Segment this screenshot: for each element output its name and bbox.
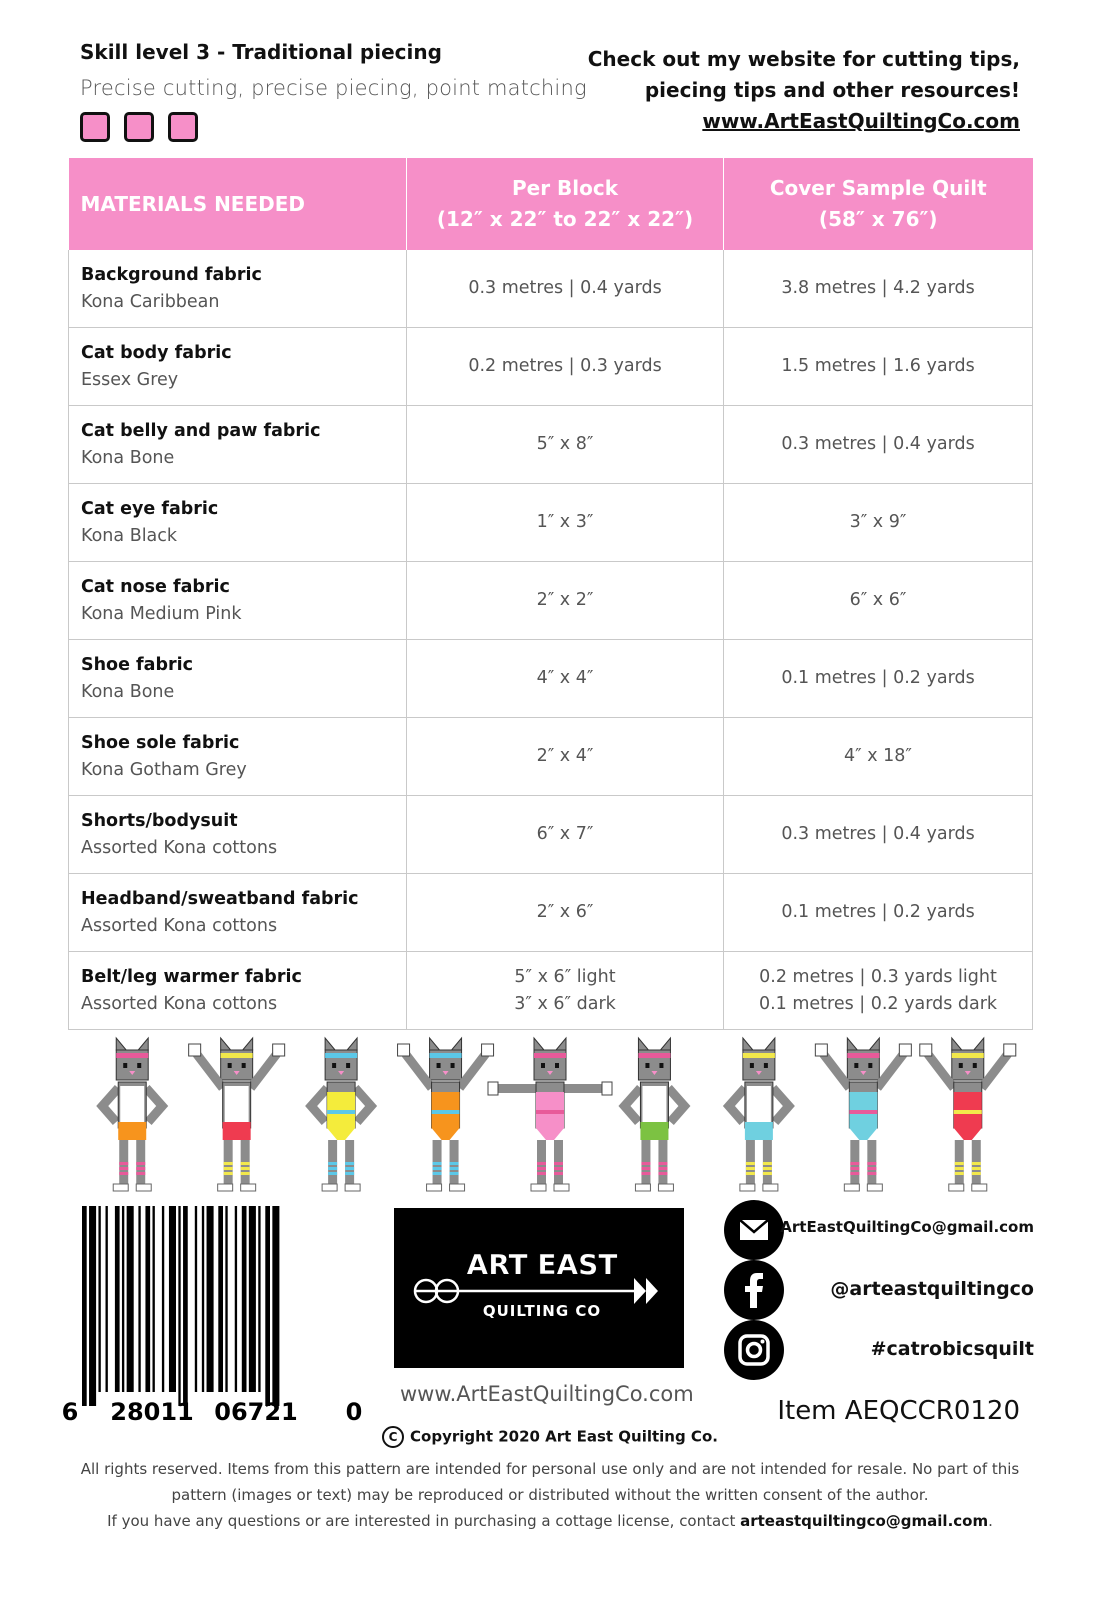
barcode-bar — [153, 1206, 155, 1392]
table-row — [69, 328, 1033, 406]
rights-line-2: pattern (images or text) may be reproduced or distributed without the written consent of the author. — [171, 1486, 929, 1504]
barcode-bar — [127, 1206, 134, 1392]
barcode-bar — [202, 1206, 204, 1392]
contact-block — [724, 1200, 1044, 1390]
per-block-value: 2″ x 2″ — [536, 590, 594, 610]
barcode-bar — [235, 1206, 237, 1392]
per-block-value: 5″ x 6″ light — [514, 966, 616, 987]
material-cell — [69, 250, 407, 328]
material-fabric: Assorted Kona cottons — [81, 837, 278, 858]
cover-quilt-value: 0.3 metres | 0.4 yards — [781, 434, 975, 454]
material-fabric: Kona Bone — [81, 681, 175, 702]
table-row — [69, 874, 1033, 952]
material-cell — [69, 328, 407, 406]
material-name: Cat nose fabric — [81, 576, 230, 597]
cat-headband — [221, 1053, 253, 1058]
cat-figure — [398, 1038, 494, 1191]
material-name: Cat body fabric — [81, 342, 232, 363]
per-block-cell — [407, 718, 724, 796]
skill-square — [124, 112, 154, 142]
cover-quilt-cell — [724, 250, 1033, 328]
barcode-bar — [138, 1206, 140, 1392]
per-block-value: 0.3 metres | 0.4 yards — [468, 278, 662, 298]
material-name: Cat belly and paw fabric — [81, 420, 321, 441]
cover-quilt-value: 0.1 metres | 0.2 yards — [781, 902, 975, 922]
skill-square — [168, 112, 198, 142]
cat-figure — [624, 1038, 684, 1191]
cat-shorts — [223, 1122, 251, 1140]
per-block-value: 0.2 metres | 0.3 yards — [468, 356, 662, 376]
cover-quilt-cell — [724, 406, 1033, 484]
cover-quilt-cell — [724, 484, 1033, 562]
barcode-digits: 6 — [61, 1398, 79, 1426]
rights-line-3-end: . — [988, 1512, 993, 1530]
per-block-value: 1″ x 3″ — [536, 512, 594, 532]
material-fabric: Kona Caribbean — [81, 291, 220, 312]
barcode-bar — [106, 1206, 108, 1392]
per-block-value: 3″ x 6″ dark — [514, 993, 616, 1014]
cat-figure — [311, 1038, 371, 1191]
copyright-text: Copyright 2020 Art East Quilting Co. — [410, 1427, 718, 1446]
cat-headband — [847, 1053, 879, 1058]
table-row — [69, 562, 1033, 640]
cat-bodysuit — [536, 1092, 564, 1140]
cover-quilt-value: 0.1 metres | 0.2 yards — [781, 668, 975, 688]
art-east-logo — [394, 1208, 684, 1368]
barcode-bar — [162, 1206, 164, 1392]
skill-level-indicator — [80, 112, 198, 142]
barcode-bar — [218, 1206, 223, 1392]
contact-email: ArtEastQuiltingCo@gmail.com — [780, 1218, 1034, 1236]
cat-headband — [325, 1053, 357, 1058]
table-row — [69, 250, 1033, 328]
contact-facebook-row[interactable] — [724, 1260, 1034, 1320]
logo-line-2: QUILTING CO — [482, 1302, 602, 1320]
copyright-line — [0, 1426, 1100, 1448]
promo-line-1: Check out my website for cutting tips, — [587, 47, 1020, 71]
barcode-digits: 06721 — [214, 1398, 298, 1426]
header-cover-quilt — [724, 158, 1033, 250]
material-name: Background fabric — [81, 264, 262, 285]
cover-quilt-cell — [724, 328, 1033, 406]
cover-quilt-value: 1.5 metres | 1.6 yards — [781, 356, 975, 376]
cat-shorts — [745, 1122, 773, 1140]
barcode-bar — [169, 1206, 176, 1392]
item-number: Item AEQCCR0120 — [777, 1396, 1020, 1426]
per-block-cell — [407, 796, 724, 874]
header-cover-quilt-size: (58″ x 76″) — [818, 207, 938, 231]
header-materials-needed — [69, 158, 407, 250]
barcode-bar — [145, 1206, 150, 1392]
header-cover-quilt-title: Cover Sample Quilt — [769, 176, 987, 200]
cat-bodysuit — [327, 1092, 355, 1140]
rights-line-3 — [60, 1508, 1040, 1534]
barcode-bar — [242, 1206, 247, 1392]
table-row — [69, 640, 1033, 718]
barcode-digits: 0 — [345, 1398, 363, 1426]
facebook-icon — [724, 1260, 784, 1320]
logo-mark-icon — [394, 1208, 684, 1368]
cover-quilt-value: 0.2 metres | 0.3 yards light — [759, 966, 997, 987]
cover-quilt-value: 0.1 metres | 0.2 yards dark — [758, 993, 998, 1014]
instagram-icon — [724, 1320, 784, 1380]
rights-notice — [60, 1456, 1040, 1534]
table-row — [69, 406, 1033, 484]
cat-headband — [534, 1053, 566, 1058]
promo-website-link[interactable]: www.ArtEastQuiltingCo.com — [702, 109, 1020, 133]
per-block-value: 2″ x 6″ — [536, 902, 594, 922]
per-block-cell — [407, 406, 724, 484]
barcode-bar — [122, 1206, 124, 1392]
material-fabric: Assorted Kona cottons — [81, 915, 278, 936]
rights-line-1: All rights reserved. Items from this pattern are intended for personal use only and are not intended for resale. No part of this — [80, 1460, 1020, 1478]
promo-line-2: piecing tips and other resources! — [644, 78, 1020, 102]
copyright-symbol-icon: C — [382, 1426, 404, 1448]
per-block-cell — [407, 952, 724, 1030]
material-name: Shoe fabric — [81, 654, 193, 675]
material-cell — [69, 562, 407, 640]
per-block-value: 2″ x 4″ — [536, 746, 594, 766]
cover-quilt-cell — [724, 718, 1033, 796]
material-fabric: Kona Black — [81, 525, 178, 546]
envelope-icon — [724, 1200, 784, 1260]
cover-quilt-value: 3.8 metres | 4.2 yards — [781, 278, 975, 298]
header-per-block — [407, 158, 724, 250]
cover-quilt-cell — [724, 796, 1033, 874]
table-row — [69, 796, 1033, 874]
material-fabric: Essex Grey — [81, 369, 179, 390]
table-row — [69, 484, 1033, 562]
cat-headband — [743, 1053, 775, 1058]
material-cell — [69, 484, 407, 562]
per-block-value: 6″ x 7″ — [536, 824, 594, 844]
cat-headband — [638, 1053, 670, 1058]
material-fabric: Kona Medium Pink — [81, 603, 242, 624]
cover-quilt-cell — [724, 640, 1033, 718]
material-cell — [69, 796, 407, 874]
cover-quilt-value: 3″ x 9″ — [849, 512, 907, 532]
barcode-bar — [183, 1206, 188, 1406]
cat-shorts — [118, 1122, 146, 1140]
per-block-cell — [407, 328, 724, 406]
barcode-digits: 28011 — [110, 1398, 194, 1426]
per-block-cell — [407, 562, 724, 640]
material-cell — [69, 718, 407, 796]
barcode-bar — [265, 1206, 270, 1406]
material-cell — [69, 952, 407, 1030]
per-block-cell — [407, 250, 724, 328]
per-block-value: 4″ x 4″ — [536, 668, 594, 688]
barcode — [60, 1204, 370, 1426]
cover-quilt-cell — [724, 562, 1033, 640]
material-fabric: Assorted Kona cottons — [81, 993, 278, 1014]
barcode-bar — [272, 1206, 279, 1406]
cat-headband — [952, 1053, 984, 1058]
cat-figure — [729, 1038, 789, 1191]
material-cell — [69, 406, 407, 484]
barcode-bar — [258, 1206, 260, 1392]
material-cell — [69, 640, 407, 718]
skill-level-subtitle: Precise cutting, precise piecing, point matching — [80, 76, 587, 100]
cat-figure — [920, 1038, 1016, 1191]
cover-quilt-value: 4″ x 18″ — [844, 746, 912, 766]
table-row — [69, 952, 1033, 1030]
material-name: Belt/leg warmer fabric — [81, 966, 302, 987]
materials-table — [68, 158, 1033, 1030]
material-fabric: Kona Gotham Grey — [81, 759, 247, 780]
per-block-cell — [407, 874, 724, 952]
cat-bodysuit — [432, 1092, 460, 1140]
barcode-bar — [82, 1206, 87, 1406]
cat-figure — [815, 1038, 911, 1191]
contact-facebook: @arteastquiltingco — [830, 1278, 1034, 1300]
material-name: Shorts/bodysuit — [81, 810, 238, 831]
per-block-cell — [407, 484, 724, 562]
skill-square — [80, 112, 110, 142]
cat-bodysuit — [954, 1092, 982, 1140]
website-url[interactable]: www.ArtEastQuiltingCo.com — [400, 1382, 694, 1406]
logo-line-1: ART EAST — [466, 1248, 618, 1281]
contact-instagram-row[interactable] — [724, 1320, 1034, 1380]
cover-quilt-cell — [724, 874, 1033, 952]
material-name: Headband/sweatband fabric — [81, 888, 359, 909]
materials-table-header — [69, 158, 1033, 250]
barcode-bar — [225, 1206, 227, 1392]
materials-table-body — [69, 250, 1033, 1030]
website-promo — [588, 44, 1020, 137]
per-block-cell — [407, 640, 724, 718]
catrobics-cats-illustration — [80, 1036, 1020, 1196]
cat-headband — [430, 1053, 462, 1058]
barcode-bar — [178, 1206, 180, 1406]
material-name: Cat eye fabric — [81, 498, 219, 519]
barcode-bar — [195, 1206, 197, 1392]
cover-quilt-value: 0.3 metres | 0.4 yards — [781, 824, 975, 844]
barcode-bar — [98, 1206, 100, 1392]
cat-figure — [189, 1038, 285, 1191]
material-name: Shoe sole fabric — [81, 732, 240, 753]
cat-figure — [102, 1038, 162, 1191]
table-row — [69, 718, 1033, 796]
contact-email-row[interactable] — [724, 1200, 1034, 1260]
cat-bodysuit — [849, 1092, 877, 1140]
barcode-bar — [207, 1206, 214, 1392]
material-cell — [69, 874, 407, 952]
cover-quilt-cell — [724, 952, 1033, 1030]
cat-figure — [488, 1038, 612, 1191]
contact-instagram: #catrobicsquilt — [870, 1338, 1034, 1360]
cover-quilt-value: 6″ x 6″ — [849, 590, 907, 610]
barcode-bar — [249, 1206, 256, 1392]
skill-level-title: Skill level 3 - Traditional piecing — [80, 40, 442, 64]
barcode-bar — [115, 1206, 120, 1392]
material-fabric: Kona Bone — [81, 447, 175, 468]
barcode-bar — [89, 1206, 96, 1406]
per-block-value: 5″ x 8″ — [536, 434, 594, 454]
header-materials-label: MATERIALS NEEDED — [80, 191, 305, 216]
header-per-block-title: Per Block — [511, 176, 619, 200]
license-contact-email[interactable]: arteastquiltingco@gmail.com — [740, 1512, 989, 1530]
header-per-block-size: (12″ x 22″ to 22″ x 22″) — [436, 207, 694, 231]
cat-headband — [116, 1053, 148, 1058]
rights-line-3-text: If you have any questions or are interested in purchasing a cottage license, contact — [107, 1512, 741, 1530]
cat-shorts — [640, 1122, 668, 1140]
